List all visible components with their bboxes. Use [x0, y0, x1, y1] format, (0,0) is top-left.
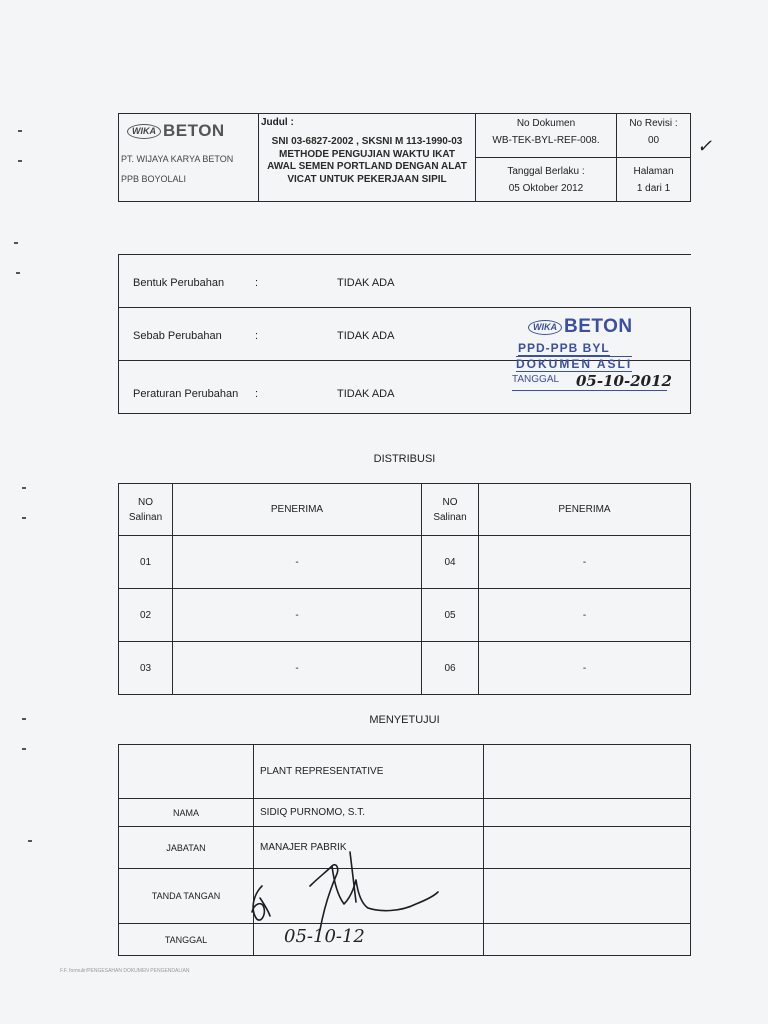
margin-mark	[18, 130, 22, 132]
tanggal-berlaku-label: Tanggal Berlaku :	[507, 165, 585, 177]
stamp-unit: PPD-PPB BYL	[518, 341, 610, 355]
change-label: Bentuk Perubahan	[133, 277, 225, 289]
salinan-number: 03	[119, 642, 173, 695]
stamp-dokumen-asli: DOKUMEN ASLI	[516, 357, 633, 371]
salinan-number: 06	[422, 642, 479, 695]
col-penerima-label: PENERIMA	[173, 484, 422, 536]
change-label: Peraturan Perubahan	[133, 388, 239, 400]
margin-mark	[18, 160, 22, 162]
no-dokumen-label: No Dokumen	[516, 118, 576, 129]
salinan-number: 01	[119, 536, 173, 589]
margin-mark	[22, 487, 26, 489]
no-revisi-value: 00	[647, 135, 660, 146]
tanggal-label: TANGGAL	[119, 924, 254, 956]
stamp-logo: WIKA BETON	[528, 316, 633, 338]
stamp-underline	[512, 390, 667, 391]
salinan-number: 05	[422, 589, 479, 642]
document-title: SNI 03-6827-2002 , SKSNI M 113-1990-03 METHODE PENGUJIAN WAKTU IKAT AWAL SEMEN PORTLAND DENGAN ALAT VICAT UNTUK PEKERJAAN SIPIL	[267, 136, 467, 185]
penerima-value: -	[173, 536, 422, 589]
approver-role: PLANT REPRESENTATIVE	[254, 745, 484, 799]
halaman-cell	[617, 158, 691, 202]
tanggal-berlaku-cell	[476, 158, 617, 202]
halaman-value: 1 dari 1	[636, 182, 671, 194]
change-separator: :	[255, 330, 259, 342]
company-cell	[119, 114, 259, 202]
tanda-tangan-label: TANDA TANGAN	[119, 869, 254, 924]
distribusi-header-row	[119, 484, 691, 536]
header-table	[118, 113, 691, 202]
change-separator: :	[255, 277, 259, 289]
halaman-label: Halaman	[633, 165, 674, 177]
no-revisi-label: No Revisi :	[629, 118, 678, 129]
distribusi-table	[118, 483, 691, 695]
margin-mark	[22, 748, 26, 750]
salinan-number: 02	[119, 589, 173, 642]
distribusi-title: DISTRIBUSI	[373, 453, 436, 465]
plant-name: PPB BOYOLALI	[121, 174, 187, 184]
change-value: TIDAK ADA	[337, 330, 395, 342]
judul-label: Judul :	[261, 117, 294, 128]
company-name: PT. WIJAYA KARYA BETON	[121, 154, 234, 164]
penerima-value: -	[479, 536, 691, 589]
penerima-value: -	[479, 589, 691, 642]
jabatan-value: MANAJER PABRIK	[254, 827, 484, 869]
footer-note: F.F. formulir/PENGESAHAN DOKUMEN PENGENDALIAN	[60, 968, 190, 974]
change-separator: :	[255, 388, 259, 400]
table-row	[119, 589, 691, 642]
penerima-value: -	[479, 642, 691, 695]
change-value: TIDAK ADA	[337, 277, 395, 289]
stamp-handwritten-date: 05-10-2012	[576, 372, 672, 390]
table-row	[119, 536, 691, 589]
handwritten-signature	[240, 838, 450, 938]
table-row	[119, 642, 691, 695]
title-cell	[259, 114, 476, 202]
change-value: TIDAK ADA	[337, 388, 395, 400]
salinan-number: 04	[422, 536, 479, 589]
no-revisi-cell	[617, 114, 691, 158]
checkmark-icon: ✓	[697, 136, 713, 157]
dokumen-asli-stamp	[512, 316, 672, 398]
change-label: Sebab Perubahan	[133, 330, 222, 342]
change-row	[119, 255, 691, 308]
no-dokumen-value: WB-TEK-BYL-REF-008.	[492, 135, 600, 146]
margin-mark	[22, 517, 26, 519]
stamp-tanggal-label: TANGGAL	[512, 374, 560, 385]
margin-mark	[16, 272, 20, 274]
margin-mark	[22, 718, 26, 720]
penerima-value: -	[173, 589, 422, 642]
wika-beton-logo: WIKA BETON	[127, 121, 225, 141]
margin-mark	[14, 242, 18, 244]
col-no-label: NO	[442, 496, 458, 508]
nama-label: NAMA	[119, 799, 254, 827]
no-dokumen-cell	[476, 114, 617, 158]
approval-handwritten-date: 05-10-12	[284, 926, 365, 947]
col-salinan-label: Salinan	[433, 511, 467, 523]
margin-mark	[28, 840, 32, 842]
tanggal-berlaku-value: 05 Oktober 2012	[508, 182, 584, 194]
col-salinan-label: Salinan	[128, 511, 163, 523]
col-penerima-label: PENERIMA	[479, 484, 691, 536]
nama-value: SIDIQ PURNOMO, S.T.	[254, 799, 484, 827]
jabatan-label: JABATAN	[119, 827, 254, 869]
menyetujui-title: MENYETUJUI	[369, 714, 440, 726]
col-no-label: NO	[138, 496, 153, 508]
penerima-value: -	[173, 642, 422, 695]
